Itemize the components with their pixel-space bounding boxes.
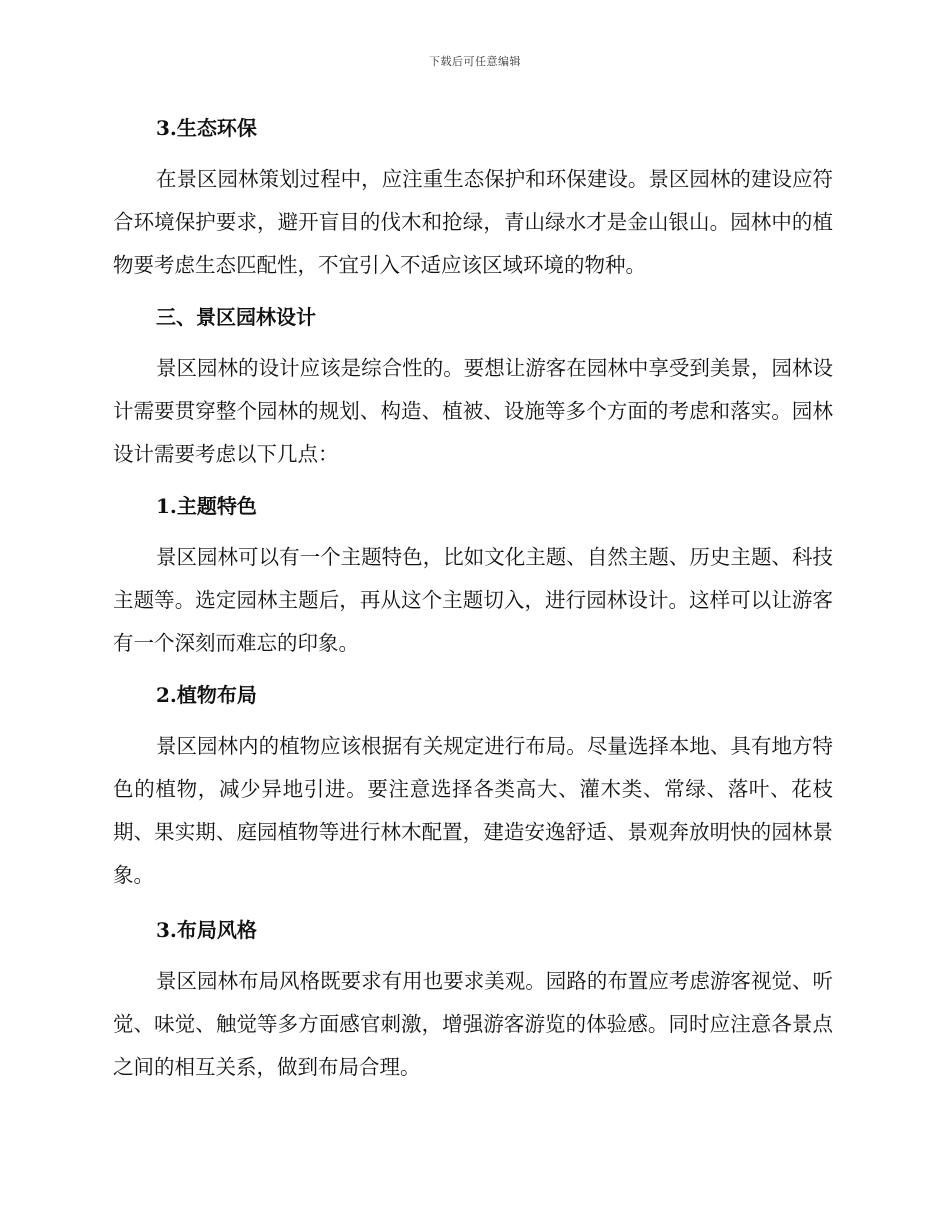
page-header: 下载后可任意编辑 [429, 55, 521, 68]
section-heading: 1.主题特色 [156, 494, 257, 518]
paragraph: 景区园林内的植物应该根据有关规定进行布局。尽量选择本地、具有地方特色的植物，减少异地引进。要注意选择各类高大、灌木类、常绿、落叶、花枝期、果实期、庭园植物等进行林木配置，建造安逸舒适、景观奔放明快的园林景象。 [113, 734, 833, 887]
section-heading: 3.布局风格 [156, 918, 257, 942]
paragraph: 景区园林布局风格既要求有用也要求美观。园路的布置应考虑游客视觉、听觉、味觉、触觉等多方面感官刺激，增强游客游览的体验感。同时应注意各景点之间的相互关系，做到布局合理。 [113, 969, 833, 1079]
paragraph: 景区园林可以有一个主题特色，比如文化主题、自然主题、历史主题、科技主题等。选定园林主题后，再从这个主题切入，进行园林设计。这样可以让游客有一个深刻而难忘的印象。 [113, 545, 833, 655]
section-heading: 三、景区园林设计 [156, 305, 316, 329]
paragraph: 在景区园林策划过程中，应注重生态保护和环保建设。景区园林的建设应符合环境保护要求，避开盲目的伐木和抢绿，青山绿水才是金山银山。园林中的植物要考虑生态匹配性，不宜引入不适应该区域环境的物种。 [113, 167, 833, 277]
section-heading: 2.植物布局 [156, 683, 257, 707]
document-body [113, 108, 833, 1099]
section-heading: 3.生态环保 [156, 116, 257, 140]
paragraph: 景区园林的设计应该是综合性的。要想让游客在园林中享受到美景，园林设计需要贯穿整个园林的规划、构造、植被、设施等多个方面的考虑和落实。园林设计需要考虑以下几点： [113, 356, 833, 466]
